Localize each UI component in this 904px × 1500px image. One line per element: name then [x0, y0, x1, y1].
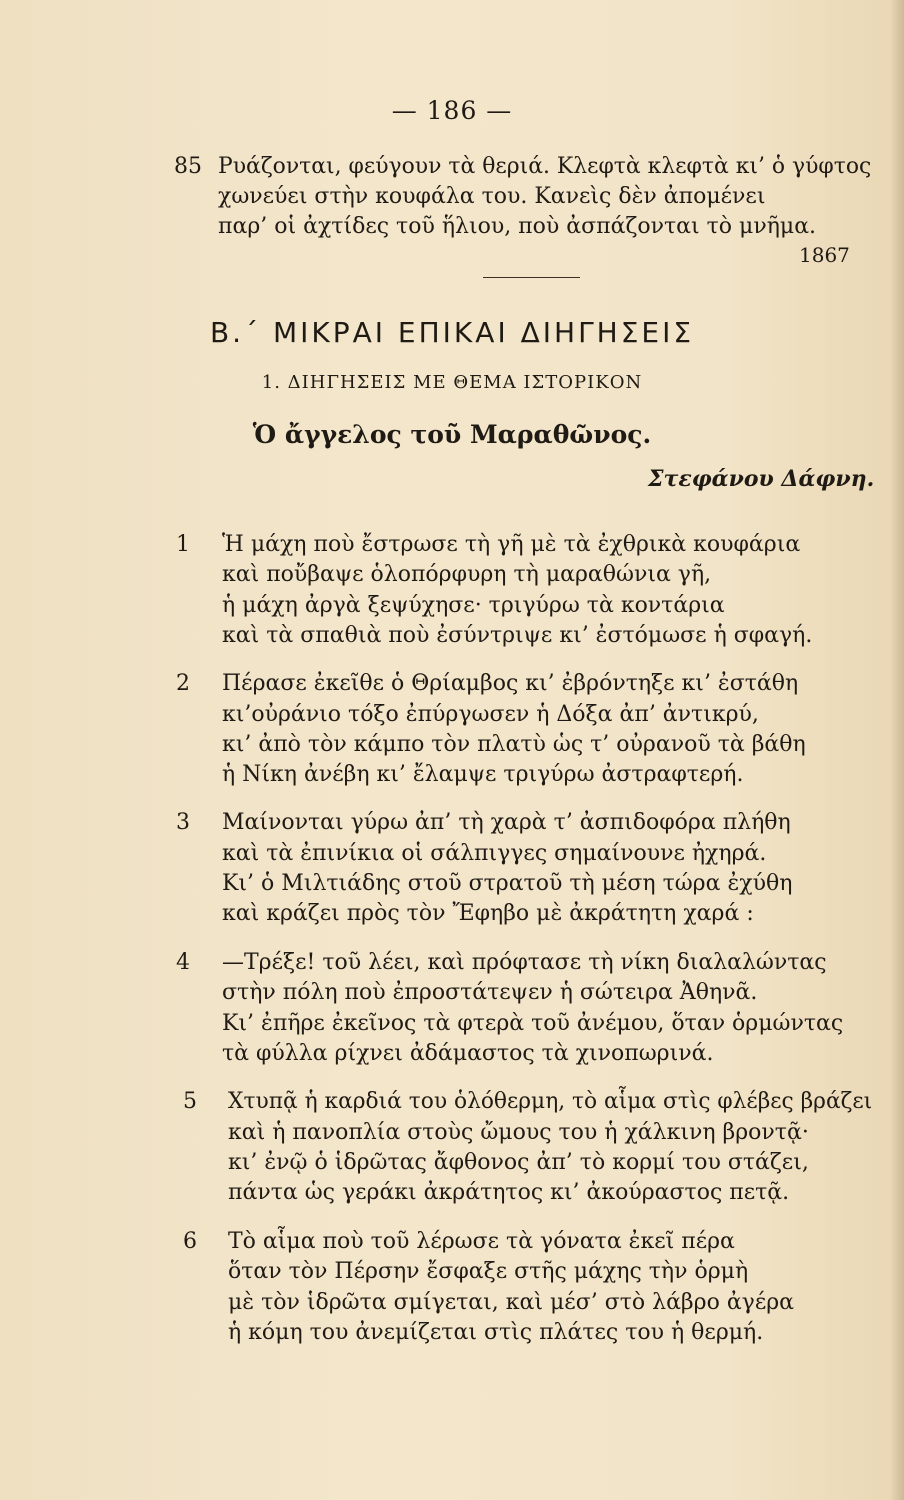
verse-line: Μαίνονται γύρω ἀπ’ τὴ χαρὰ τ’ ἀσπιδοφόρα πλήθη: [222, 810, 791, 835]
stanza-number: 2: [176, 671, 190, 696]
subsection-title: 1. ΔΙΗΓΗΣΕΙΣ ΜΕ ΘΕΜΑ ΙΣΤΟΡΙΚΟΝ: [261, 372, 643, 393]
verse-line: κι’ ἀπὸ τὸν κάμπο τὸν πλατὺ ὡς τ’ οὐρανοῦ τὰ βάθη: [222, 732, 806, 757]
verse-line: μὲ τὸν ἱδρῶτα σμίγεται, καὶ μέσ’ στὸ λάβρο ἀγέρα: [228, 1290, 795, 1315]
verse-line: κι’οὐράνιο τόξο ἐπύργωσεν ἡ Δόξα ἀπ’ ἀντικρύ,: [222, 702, 759, 727]
verse-line: ἡ κόμη του ἀνεμίζεται στὶς πλάτες του ἡ θερμή.: [228, 1320, 764, 1345]
verse-line: Τὸ αἷμα ποὺ τοῦ λέρωσε τὰ γόνατα ἐκεῖ πέρα: [228, 1229, 735, 1254]
divider-rule: [483, 277, 580, 278]
poem-year: 1867: [799, 243, 850, 267]
verse-line: καὶ ποὔβαψε ὁλοπόρφυρη τὴ μαραθώνια γῆ,: [222, 562, 712, 587]
verse-line: ἡ μάχη ἀργὰ ξεψύχησε· τριγύρω τὰ κοντάρια: [222, 593, 725, 618]
stanza-number: 3: [176, 810, 190, 835]
verse-line: Ἡ μάχη ποὺ ἔστρωσε τὴ γῆ μὲ τὰ ἐχθρικὰ κουφάρια: [222, 532, 801, 557]
verse-line: καὶ τὰ σπαθιὰ ποὺ ἐσύντριψε κι’ ἐστόμωσε ἡ σφαγή.: [222, 623, 813, 648]
verse-line: παρ’ οἱ ἀχτίδες τοῦ ἥλιου, ποὺ ἀσπάζονται τὸ μνῆμα.: [218, 214, 817, 239]
verse-line: κι’ ἐνῷ ὁ ἱδρῶτας ἄφθονος ἀπ’ τὸ κορμί του στάζει,: [228, 1150, 809, 1175]
verse-line: Κι’ ἐπῆρε ἐκεῖνος τὰ φτερὰ τοῦ ἀνέμου, ὅταν ὁρμώντας: [222, 1011, 844, 1036]
poem-author: Στεφάνου Δάφνη.: [648, 466, 875, 492]
stanza-number: 1: [176, 532, 190, 557]
verse-line: καὶ τὰ ἐπινίκια οἱ σάλπιγγες σημαίνουνε ἠχηρά.: [222, 841, 767, 866]
verse-line: ἡ Νίκη ἀνέβη κι’ ἔλαμψε τριγύρω ἀστραφτερή.: [222, 762, 744, 787]
stanza-number: 5: [183, 1089, 197, 1114]
verse-line: χωνεύει στὴν κουφάλα του. Κανεὶς δὲν ἀπομένει: [218, 184, 766, 209]
verse-line: Χτυπᾷ ἡ καρδιά του ὁλόθερμη, τὸ αἷμα στὶς φλέβες βράζει: [228, 1089, 873, 1114]
page-number: — 186 —: [391, 96, 513, 125]
line-number: 85: [174, 154, 202, 179]
verse-line: στὴν πόλη ποὺ ἐπροστάτεψεν ἡ σώτειρα Ἀθηνᾶ.: [222, 980, 758, 1005]
page-edge-shadow: [890, 0, 904, 1500]
verse-line: πάντα ὡς γεράκι ἀκράτητος κι’ ἀκούραστος πετᾷ.: [228, 1180, 790, 1205]
poem-title: Ὁ ἄγγελος τοῦ Μαραθῶνος.: [252, 420, 652, 449]
stanza-number: 6: [183, 1229, 197, 1254]
verse-line: ὅταν τὸν Πέρσην ἔσφαξε στῆς μάχης τὴν ὁρμὴ: [228, 1259, 749, 1284]
verse-line: Κι’ ὁ Μιλτιάδης στοῦ στρατοῦ τὴ μέση τώρα ἐχύθη: [222, 871, 793, 896]
verse-line: καὶ κράζει πρὸς τὸν Ἔφηβο μὲ ἀκράτητη χαρά :: [222, 901, 754, 926]
stanza-number: 4: [176, 950, 190, 975]
verse-line: τὰ φύλλα ρίχνει ἀδάμαστος τὰ χινοπωρινά.: [222, 1041, 714, 1066]
section-title: Β.΄ ΜΙΚΡΑΙ ΕΠΙΚΑΙ ΔΙΗΓΗΣΕΙΣ: [209, 316, 695, 349]
verse-line: Ρυάζονται, φεύγουν τὰ θεριά. Κλεφτὰ κλεφτὰ κι’ ὁ γύφτος: [218, 154, 872, 179]
verse-line: Πέρασε ἐκεῖθε ὁ Θρίαμβος κι’ ἐβρόντηξε κι’ ἐστάθη: [222, 671, 799, 696]
verse-line: —Τρέξε! τοῦ λέει, καὶ πρόφτασε τὴ νίκη διαλαλώντας: [222, 950, 827, 975]
verse-line: καὶ ἡ πανοπλία στοὺς ὤμους του ἡ χάλκινη βροντᾷ·: [228, 1120, 809, 1145]
